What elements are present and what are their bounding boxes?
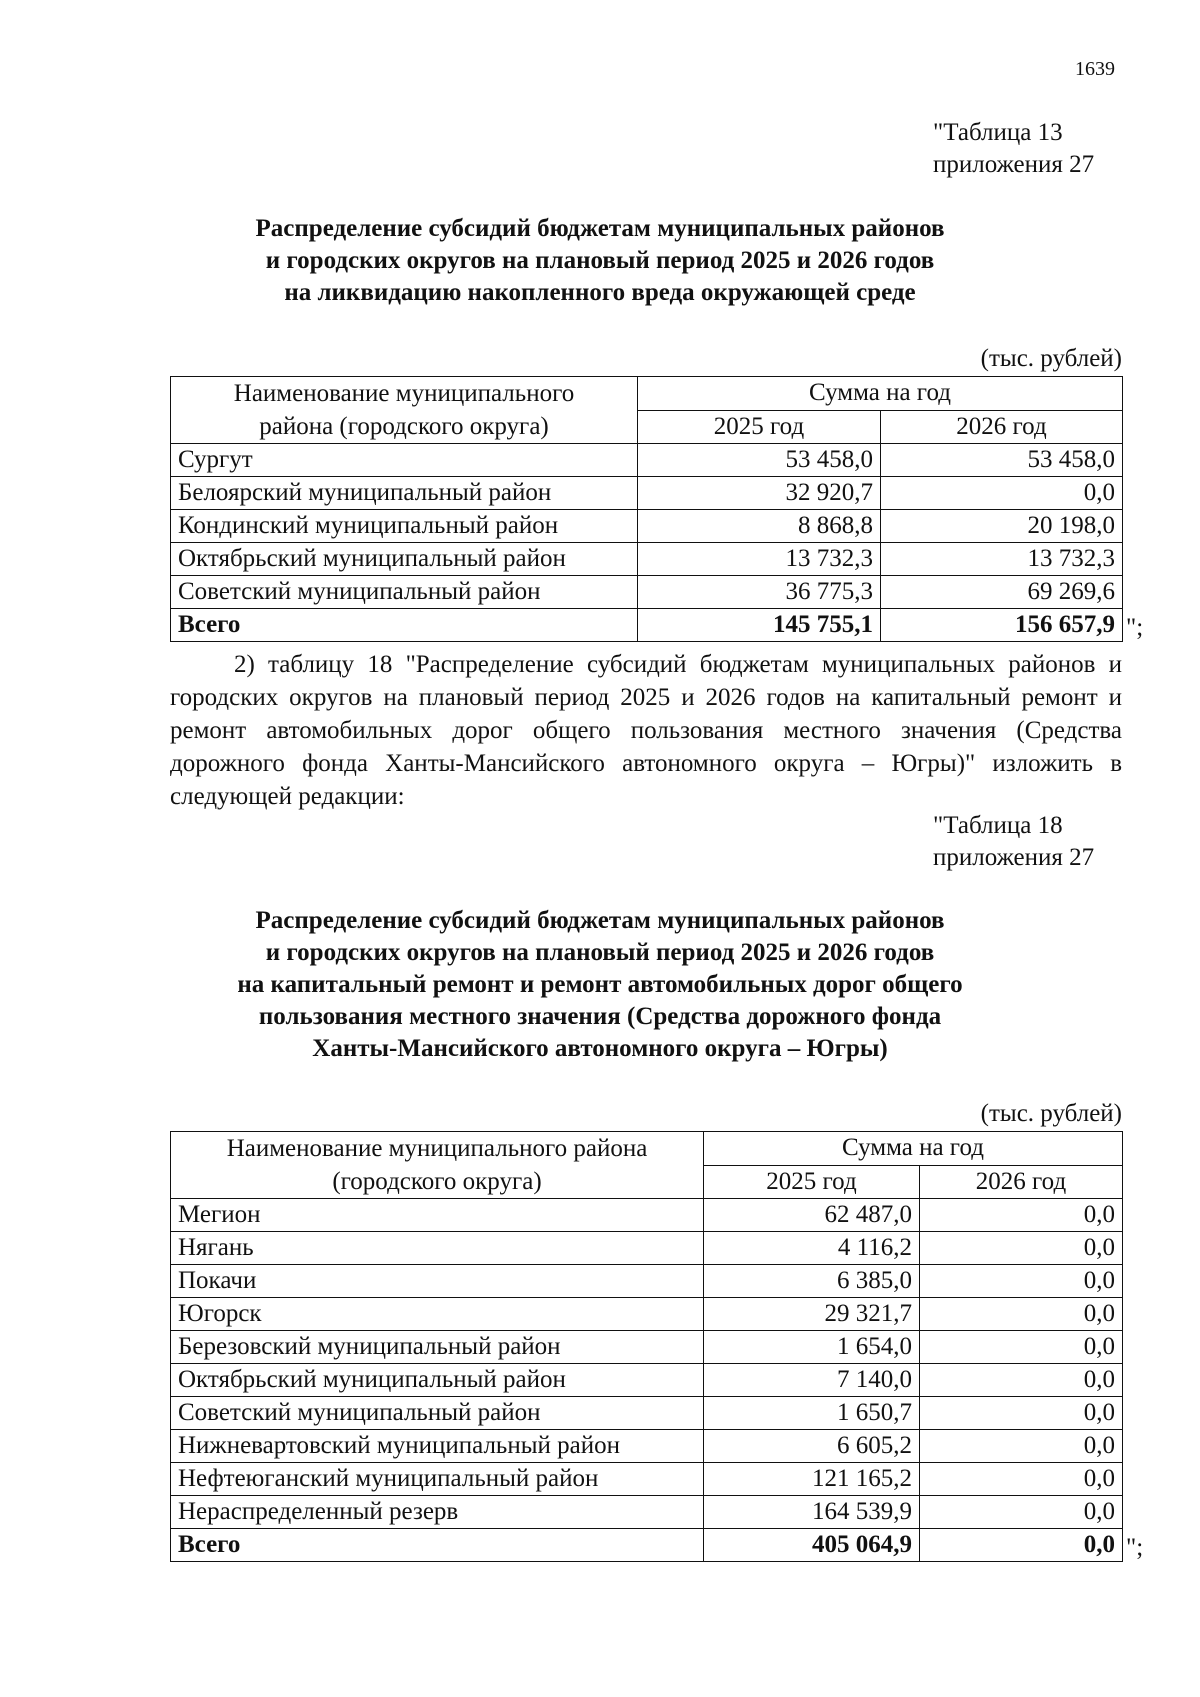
row-value-2026: 69 269,6 — [881, 576, 1123, 609]
table-row — [171, 1364, 1123, 1397]
row-value-2026: 13 732,3 — [881, 543, 1123, 576]
row-value-2025: 8 868,8 — [638, 510, 881, 543]
row-value-2025: 36 775,3 — [638, 576, 881, 609]
table-row — [171, 1463, 1123, 1496]
row-value-2025: 121 165,2 — [704, 1463, 920, 1496]
row-value-2026: 0,0 — [920, 1463, 1123, 1496]
row-value-2025: 1 654,0 — [704, 1331, 920, 1364]
row-name: Октябрьский муниципальный район — [171, 543, 638, 576]
row-value-2026: 0,0 — [920, 1496, 1123, 1529]
row-value-2025: 1 650,7 — [704, 1397, 920, 1430]
table-row — [171, 477, 1123, 510]
row-name: Советский муниципальный район — [171, 1397, 704, 1430]
row-name: Нижневартовский муниципальный район — [171, 1430, 704, 1463]
table-row — [171, 1298, 1123, 1331]
table-row — [171, 444, 1123, 477]
row-value-2025: 7 140,0 — [704, 1364, 920, 1397]
table18-header-row — [171, 1132, 1123, 1166]
table18-header-name — [171, 1132, 704, 1199]
total-value-2026: 0,0 — [920, 1529, 1123, 1562]
total-value-2026: 156 657,9 — [881, 609, 1123, 642]
row-name: Мегион — [171, 1199, 704, 1232]
table18-label — [933, 810, 1094, 874]
table13-header-name — [171, 377, 638, 444]
table13-header-sum: Сумма на год — [638, 377, 1123, 411]
row-value-2026: 53 458,0 — [881, 444, 1123, 477]
table18-closing-quote: "; — [1126, 1534, 1144, 1561]
table13-label-line1: "Таблица 13 — [933, 119, 1063, 146]
row-name: Нефтеюганский муниципальный район — [171, 1463, 704, 1496]
table13-header-name-line2: района (городского округа) — [259, 413, 549, 440]
table18-title-line1: Распределение субсидий бюджетам муниципальных районов — [255, 907, 945, 934]
row-name: Октябрьский муниципальный район — [171, 1364, 704, 1397]
total-value-2025: 145 755,1 — [638, 609, 881, 642]
table-row — [171, 1430, 1123, 1463]
table13-label — [933, 117, 1094, 181]
table18-title-line3: на капитальный ремонт и ремонт автомобильных дорог общего — [237, 971, 963, 998]
table13-title-line1: Распределение субсидий бюджетам муниципальных районов — [255, 215, 945, 242]
row-value-2026: 0,0 — [920, 1265, 1123, 1298]
table18-title-line5: Ханты-Мансийского автономного округа – Югры) — [312, 1035, 888, 1062]
table13-label-line2: приложения 27 — [933, 151, 1095, 178]
row-value-2025: 53 458,0 — [638, 444, 881, 477]
table18-title-line4: пользования местного значения (Средства дорожного фонда — [258, 1003, 942, 1030]
table18 — [170, 1131, 1123, 1562]
table18-header-name-line1: Наименование муниципального района — [226, 1135, 648, 1162]
row-value-2026: 0,0 — [920, 1232, 1123, 1265]
row-name: Кондинский муниципальный район — [171, 510, 638, 543]
table13-title-line2: и городских округов на плановый период 2025 и 2026 годов — [265, 247, 935, 274]
table18-header-name-line2: (городского округа) — [332, 1168, 542, 1195]
total-name: Всего — [171, 609, 638, 642]
row-value-2025: 13 732,3 — [638, 543, 881, 576]
table-row — [171, 1265, 1123, 1298]
row-name: Нераспределенный резерв — [171, 1496, 704, 1529]
table13-title-line3: на ликвидацию накопленного вреда окружающей среде — [284, 279, 916, 306]
row-value-2026: 0,0 — [920, 1397, 1123, 1430]
table18-header-sum: Сумма на год — [704, 1132, 1123, 1166]
row-value-2025: 6 385,0 — [704, 1265, 920, 1298]
table-row — [171, 1496, 1123, 1529]
row-value-2025: 32 920,7 — [638, 477, 881, 510]
row-value-2026: 0,0 — [920, 1364, 1123, 1397]
row-name: Белоярский муниципальный район — [171, 477, 638, 510]
row-name: Югорск — [171, 1298, 704, 1331]
table13-units: (тыс. рублей) — [980, 345, 1122, 372]
row-name: Нягань — [171, 1232, 704, 1265]
row-name: Сургут — [171, 444, 638, 477]
row-value-2026: 0,0 — [920, 1331, 1123, 1364]
total-name: Всего — [171, 1529, 704, 1562]
table18-total-row — [171, 1529, 1123, 1562]
table18-header-2025: 2025 год — [704, 1165, 920, 1199]
table-row — [171, 1232, 1123, 1265]
page-number: 1639 — [1075, 58, 1115, 80]
table18-units: (тыс. рублей) — [980, 1100, 1122, 1127]
table13-title — [170, 213, 1030, 309]
row-name: Покачи — [171, 1265, 704, 1298]
row-value-2026: 0,0 — [920, 1298, 1123, 1331]
row-value-2025: 6 605,2 — [704, 1430, 920, 1463]
table13-closing-quote: "; — [1126, 614, 1144, 641]
table13-header-2025: 2025 год — [638, 410, 881, 444]
table18-label-line1: "Таблица 18 — [933, 812, 1063, 839]
table-row — [171, 576, 1123, 609]
table13-header-name-line1: Наименование муниципального — [233, 380, 575, 407]
table-row — [171, 543, 1123, 576]
amendment-paragraph: 2) таблицу 18 "Распределение субсидий бюджетам муниципальных районов и городских округов на плановый период 2025 и 2026 годов на капитальный ремонт и ремонт автомобильных дорог общего пользования местного значения (Средства дорожного фонда Ханты-Мансийского автономного округа – Югры)" изложить в следующей редакции: — [170, 651, 1122, 810]
row-value-2025: 29 321,7 — [704, 1298, 920, 1331]
table18-header-2026: 2026 год — [920, 1165, 1123, 1199]
row-value-2026: 20 198,0 — [881, 510, 1123, 543]
total-value-2025: 405 064,9 — [704, 1529, 920, 1562]
row-value-2026: 0,0 — [920, 1430, 1123, 1463]
table13-total-row — [171, 609, 1123, 642]
table18-title — [170, 905, 1030, 1065]
table13 — [170, 376, 1123, 642]
table13-header-row — [171, 377, 1123, 411]
table18-label-line2: приложения 27 — [933, 844, 1095, 871]
table-row — [171, 510, 1123, 543]
row-value-2025: 62 487,0 — [704, 1199, 920, 1232]
table-row — [171, 1199, 1123, 1232]
table-row — [171, 1331, 1123, 1364]
table13-header-2026: 2026 год — [881, 410, 1123, 444]
row-name: Березовский муниципальный район — [171, 1331, 704, 1364]
row-value-2026: 0,0 — [881, 477, 1123, 510]
table-row — [171, 1397, 1123, 1430]
row-name: Советский муниципальный район — [171, 576, 638, 609]
row-value-2026: 0,0 — [920, 1199, 1123, 1232]
table18-title-line2: и городских округов на плановый период 2025 и 2026 годов — [265, 939, 935, 966]
row-value-2025: 164 539,9 — [704, 1496, 920, 1529]
row-value-2025: 4 116,2 — [704, 1232, 920, 1265]
